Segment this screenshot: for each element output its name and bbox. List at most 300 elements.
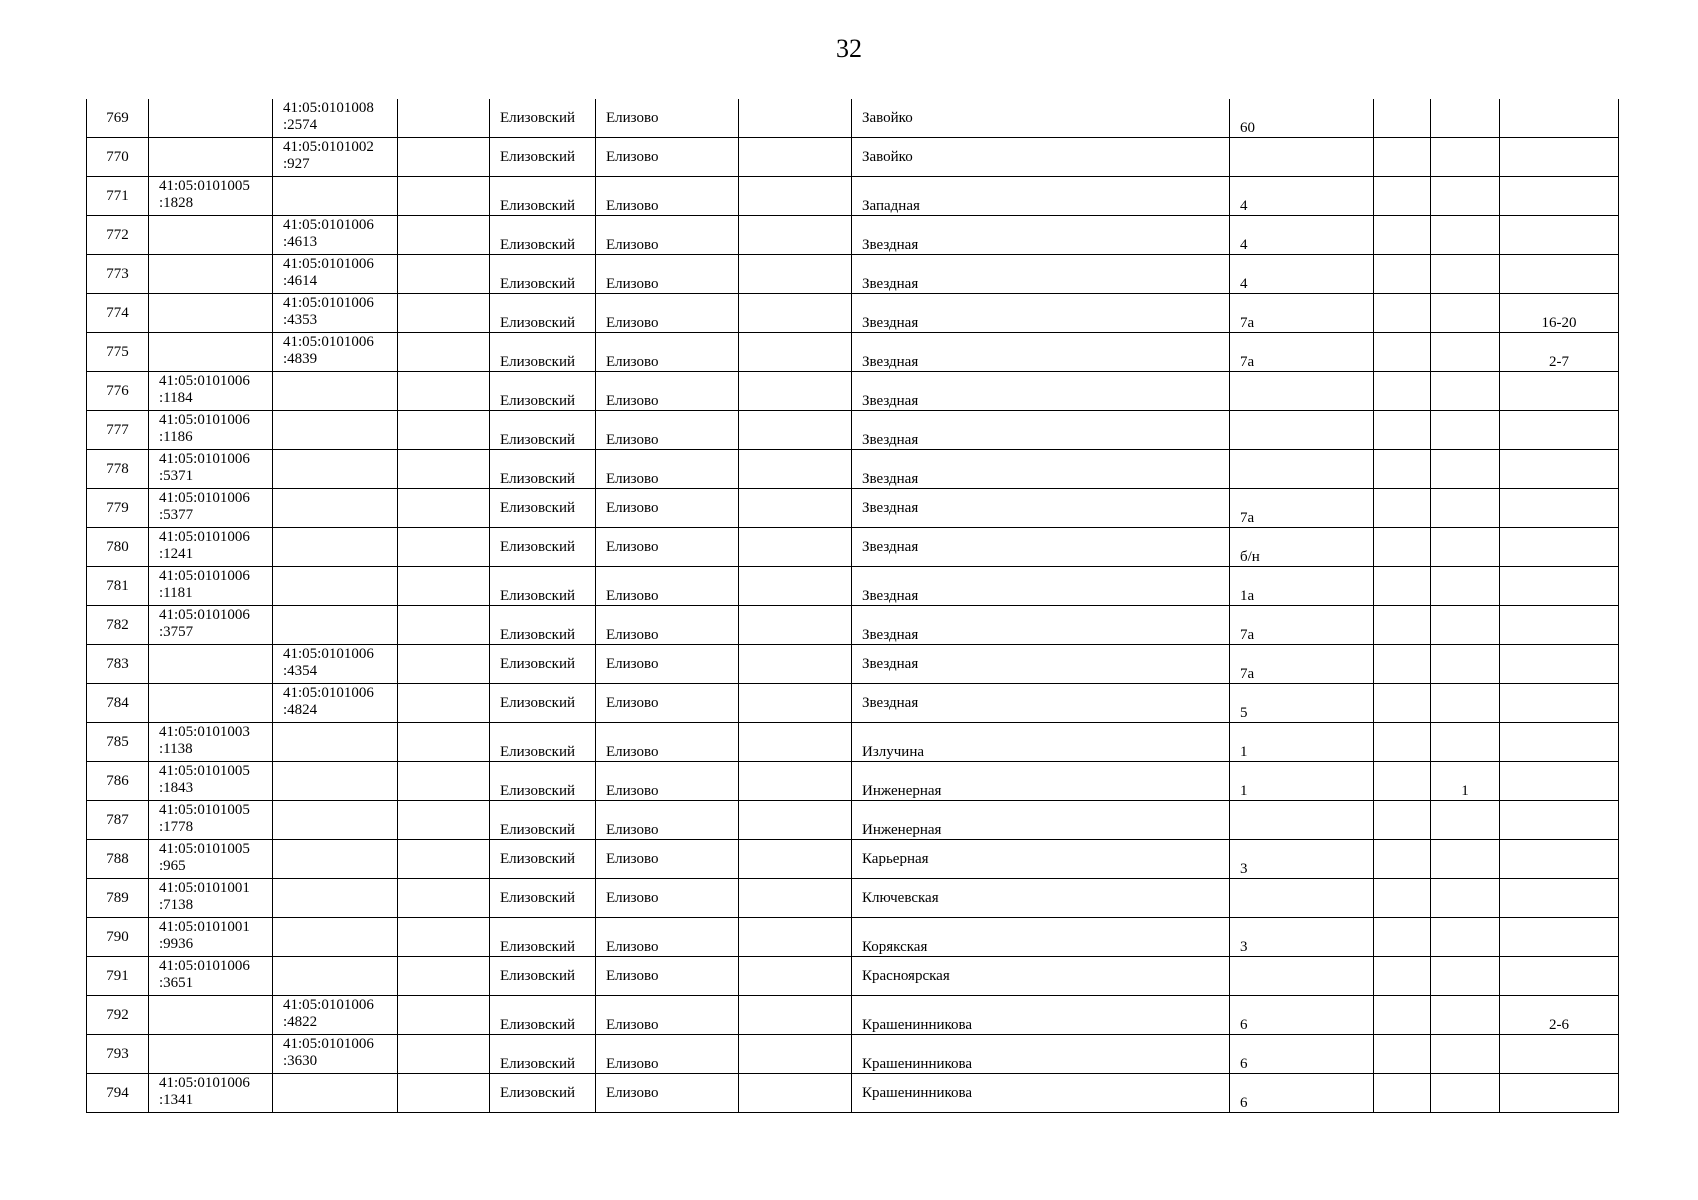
cadastral-land-cell bbox=[149, 1035, 273, 1074]
district-cell: Елизовский bbox=[490, 450, 596, 489]
cadastral-land-cell bbox=[149, 801, 273, 840]
row-number-cell: 776 bbox=[87, 372, 149, 411]
house-cell bbox=[1230, 450, 1374, 489]
empty-cell bbox=[739, 645, 852, 684]
row-number-cell: 769 bbox=[87, 99, 149, 138]
apartment-cell bbox=[1500, 450, 1619, 489]
structure-cell bbox=[1431, 255, 1500, 294]
cadastral-building-cell bbox=[273, 333, 398, 372]
city-cell: Елизово bbox=[596, 645, 739, 684]
structure-cell bbox=[1431, 294, 1500, 333]
empty-cell bbox=[398, 450, 490, 489]
cadastral-number-part: :7138 bbox=[159, 897, 194, 913]
empty-cell bbox=[739, 528, 852, 567]
structure-cell bbox=[1431, 684, 1500, 723]
district-cell: Елизовский bbox=[490, 138, 596, 177]
cadastral-number-part: 41:05:0101006 bbox=[283, 295, 374, 311]
cadastral-number-part: :4614 bbox=[283, 273, 318, 289]
street-cell: Крашенинникова bbox=[852, 1074, 1230, 1113]
district-cell: Елизовский bbox=[490, 957, 596, 996]
cadastral-land-cell bbox=[149, 177, 273, 216]
district-cell: Елизовский bbox=[490, 840, 596, 879]
building-cell bbox=[1374, 1035, 1431, 1074]
table-row bbox=[87, 801, 1619, 840]
cadastral-number-part: 41:05:0101006 bbox=[159, 451, 250, 467]
building-cell bbox=[1374, 918, 1431, 957]
row-number-cell: 792 bbox=[87, 996, 149, 1035]
street-cell: Западная bbox=[852, 177, 1230, 216]
cadastral-number-part: 41:05:0101006 bbox=[283, 334, 374, 350]
district-cell: Елизовский bbox=[490, 645, 596, 684]
city-cell: Елизово bbox=[596, 255, 739, 294]
city-cell: Елизово bbox=[596, 957, 739, 996]
apartment-cell bbox=[1500, 255, 1619, 294]
address-registry-table bbox=[86, 99, 1619, 1113]
cadastral-land-cell bbox=[149, 996, 273, 1035]
building-cell bbox=[1374, 606, 1431, 645]
district-cell: Елизовский bbox=[490, 801, 596, 840]
street-cell: Инженерная bbox=[852, 801, 1230, 840]
cadastral-number-part: :3630 bbox=[283, 1053, 318, 1069]
table-row bbox=[87, 840, 1619, 879]
street-cell: Звездная bbox=[852, 567, 1230, 606]
cadastral-building-cell bbox=[273, 723, 398, 762]
apartment-cell bbox=[1500, 957, 1619, 996]
registry-body bbox=[87, 99, 1619, 1113]
empty-cell bbox=[398, 372, 490, 411]
cadastral-land-cell bbox=[149, 1074, 273, 1113]
empty-cell bbox=[398, 138, 490, 177]
city-cell: Елизово bbox=[596, 216, 739, 255]
apartment-cell bbox=[1500, 879, 1619, 918]
empty-cell bbox=[739, 762, 852, 801]
table-row bbox=[87, 99, 1619, 138]
table-row bbox=[87, 996, 1619, 1035]
cadastral-number-part: :4822 bbox=[283, 1014, 318, 1030]
cadastral-number-part: 41:05:0101006 bbox=[159, 490, 250, 506]
cadastral-building-cell bbox=[273, 918, 398, 957]
row-number-cell: 777 bbox=[87, 411, 149, 450]
empty-cell bbox=[739, 333, 852, 372]
district-cell: Елизовский bbox=[490, 255, 596, 294]
cadastral-building-cell bbox=[273, 840, 398, 879]
house-cell: 60 bbox=[1230, 99, 1374, 138]
city-cell: Елизово bbox=[596, 99, 739, 138]
structure-cell bbox=[1431, 99, 1500, 138]
empty-cell bbox=[739, 294, 852, 333]
row-number-cell: 775 bbox=[87, 333, 149, 372]
cadastral-land-cell bbox=[149, 294, 273, 333]
cadastral-number-part: :3757 bbox=[159, 624, 194, 640]
cadastral-building-cell bbox=[273, 606, 398, 645]
apartment-cell bbox=[1500, 528, 1619, 567]
city-cell: Елизово bbox=[596, 1074, 739, 1113]
table-row bbox=[87, 723, 1619, 762]
cadastral-number-part: 41:05:0101006 bbox=[283, 217, 374, 233]
district-cell: Елизовский bbox=[490, 99, 596, 138]
apartment-cell: 2-6 bbox=[1500, 996, 1619, 1035]
empty-cell bbox=[398, 333, 490, 372]
empty-cell bbox=[739, 606, 852, 645]
table-row bbox=[87, 957, 1619, 996]
street-cell: Звездная bbox=[852, 411, 1230, 450]
city-cell: Елизово bbox=[596, 333, 739, 372]
structure-cell bbox=[1431, 138, 1500, 177]
city-cell: Елизово bbox=[596, 606, 739, 645]
city-cell: Елизово bbox=[596, 411, 739, 450]
district-cell: Елизовский bbox=[490, 372, 596, 411]
city-cell: Елизово bbox=[596, 762, 739, 801]
cadastral-number-part: 41:05:0101003 bbox=[159, 724, 250, 740]
empty-cell bbox=[398, 255, 490, 294]
building-cell bbox=[1374, 957, 1431, 996]
city-cell: Елизово bbox=[596, 450, 739, 489]
empty-cell bbox=[739, 216, 852, 255]
cadastral-building-cell bbox=[273, 996, 398, 1035]
cadastral-land-cell bbox=[149, 216, 273, 255]
city-cell: Елизово bbox=[596, 567, 739, 606]
cadastral-number-part: :4824 bbox=[283, 702, 318, 718]
street-cell: Звездная bbox=[852, 684, 1230, 723]
structure-cell bbox=[1431, 177, 1500, 216]
empty-cell bbox=[398, 996, 490, 1035]
district-cell: Елизовский bbox=[490, 918, 596, 957]
empty-cell bbox=[739, 1035, 852, 1074]
city-cell: Елизово bbox=[596, 294, 739, 333]
structure-cell bbox=[1431, 879, 1500, 918]
city-cell: Елизово bbox=[596, 801, 739, 840]
street-cell: Крашенинникова bbox=[852, 1035, 1230, 1074]
apartment-cell bbox=[1500, 177, 1619, 216]
house-cell: 6 bbox=[1230, 1074, 1374, 1113]
building-cell bbox=[1374, 216, 1431, 255]
row-number-cell: 779 bbox=[87, 489, 149, 528]
street-cell: Звездная bbox=[852, 645, 1230, 684]
apartment-cell bbox=[1500, 645, 1619, 684]
cadastral-land-cell bbox=[149, 372, 273, 411]
building-cell bbox=[1374, 996, 1431, 1035]
district-cell: Елизовский bbox=[490, 879, 596, 918]
district-cell: Елизовский bbox=[490, 606, 596, 645]
empty-cell bbox=[739, 957, 852, 996]
empty-cell bbox=[398, 1074, 490, 1113]
cadastral-building-cell bbox=[273, 1035, 398, 1074]
city-cell: Елизово bbox=[596, 138, 739, 177]
empty-cell bbox=[398, 645, 490, 684]
structure-cell bbox=[1431, 1074, 1500, 1113]
structure-cell bbox=[1431, 918, 1500, 957]
house-cell bbox=[1230, 801, 1374, 840]
cadastral-building-cell bbox=[273, 255, 398, 294]
table-row bbox=[87, 489, 1619, 528]
street-cell: Звездная bbox=[852, 528, 1230, 567]
building-cell bbox=[1374, 333, 1431, 372]
house-cell: 7а bbox=[1230, 333, 1374, 372]
empty-cell bbox=[398, 918, 490, 957]
house-cell: 7а bbox=[1230, 489, 1374, 528]
empty-cell bbox=[739, 918, 852, 957]
cadastral-land-cell bbox=[149, 450, 273, 489]
cadastral-building-cell bbox=[273, 1074, 398, 1113]
cadastral-building-cell bbox=[273, 372, 398, 411]
street-cell: Звездная bbox=[852, 489, 1230, 528]
house-cell: б/н bbox=[1230, 528, 1374, 567]
structure-cell bbox=[1431, 567, 1500, 606]
cadastral-building-cell bbox=[273, 216, 398, 255]
district-cell: Елизовский bbox=[490, 333, 596, 372]
empty-cell bbox=[398, 801, 490, 840]
city-cell: Елизово bbox=[596, 996, 739, 1035]
building-cell bbox=[1374, 411, 1431, 450]
apartment-cell bbox=[1500, 489, 1619, 528]
street-cell: Инженерная bbox=[852, 762, 1230, 801]
empty-cell bbox=[398, 99, 490, 138]
cadastral-number-part: :1778 bbox=[159, 819, 194, 835]
apartment-cell bbox=[1500, 723, 1619, 762]
empty-cell bbox=[739, 99, 852, 138]
empty-cell bbox=[739, 1074, 852, 1113]
cadastral-building-cell bbox=[273, 801, 398, 840]
cadastral-land-cell bbox=[149, 840, 273, 879]
building-cell bbox=[1374, 1074, 1431, 1113]
empty-cell bbox=[739, 840, 852, 879]
cadastral-number-part: :927 bbox=[283, 156, 310, 172]
cadastral-land-cell bbox=[149, 567, 273, 606]
table-row bbox=[87, 762, 1619, 801]
street-cell: Карьерная bbox=[852, 840, 1230, 879]
building-cell bbox=[1374, 762, 1431, 801]
house-cell bbox=[1230, 411, 1374, 450]
house-cell: 1 bbox=[1230, 762, 1374, 801]
cadastral-land-cell bbox=[149, 255, 273, 294]
cadastral-building-cell bbox=[273, 957, 398, 996]
structure-cell bbox=[1431, 645, 1500, 684]
district-cell: Елизовский bbox=[490, 528, 596, 567]
district-cell: Елизовский bbox=[490, 1035, 596, 1074]
street-cell: Звездная bbox=[852, 606, 1230, 645]
row-number-cell: 787 bbox=[87, 801, 149, 840]
house-cell: 4 bbox=[1230, 216, 1374, 255]
cadastral-number-part: :1828 bbox=[159, 195, 194, 211]
cadastral-building-cell bbox=[273, 762, 398, 801]
cadastral-number-part: 41:05:0101006 bbox=[283, 646, 374, 662]
apartment-cell bbox=[1500, 801, 1619, 840]
table-row bbox=[87, 138, 1619, 177]
cadastral-land-cell bbox=[149, 333, 273, 372]
row-number-cell: 786 bbox=[87, 762, 149, 801]
house-cell: 7а bbox=[1230, 645, 1374, 684]
structure-cell bbox=[1431, 840, 1500, 879]
cadastral-number-part: 41:05:0101006 bbox=[283, 997, 374, 1013]
row-number-cell: 770 bbox=[87, 138, 149, 177]
city-cell: Елизово bbox=[596, 723, 739, 762]
structure-cell bbox=[1431, 333, 1500, 372]
building-cell bbox=[1374, 138, 1431, 177]
cadastral-number-part: 41:05:0101006 bbox=[159, 373, 250, 389]
cadastral-number-part: :1341 bbox=[159, 1092, 194, 1108]
cadastral-building-cell bbox=[273, 294, 398, 333]
cadastral-number-part: 41:05:0101005 bbox=[159, 841, 250, 857]
empty-cell bbox=[739, 177, 852, 216]
cadastral-number-part: :5377 bbox=[159, 507, 194, 523]
cadastral-number-part: 41:05:0101006 bbox=[159, 568, 250, 584]
empty-cell bbox=[398, 957, 490, 996]
empty-cell bbox=[398, 216, 490, 255]
city-cell: Елизово bbox=[596, 918, 739, 957]
row-number-cell: 778 bbox=[87, 450, 149, 489]
house-cell: 4 bbox=[1230, 255, 1374, 294]
cadastral-building-cell bbox=[273, 450, 398, 489]
cadastral-number-part: 41:05:0101006 bbox=[283, 256, 374, 272]
cadastral-number-part: :3651 bbox=[159, 975, 194, 991]
street-cell: Звездная bbox=[852, 450, 1230, 489]
district-cell: Елизовский bbox=[490, 411, 596, 450]
street-cell: Корякская bbox=[852, 918, 1230, 957]
cadastral-number-part: :965 bbox=[159, 858, 186, 874]
cadastral-land-cell bbox=[149, 138, 273, 177]
empty-cell bbox=[398, 489, 490, 528]
district-cell: Елизовский bbox=[490, 177, 596, 216]
street-cell: Излучина bbox=[852, 723, 1230, 762]
empty-cell bbox=[739, 372, 852, 411]
building-cell bbox=[1374, 840, 1431, 879]
cadastral-number-part: 41:05:0101006 bbox=[159, 1075, 250, 1091]
cadastral-number-part: :1138 bbox=[159, 741, 193, 757]
row-number-cell: 783 bbox=[87, 645, 149, 684]
empty-cell bbox=[398, 411, 490, 450]
structure-cell bbox=[1431, 723, 1500, 762]
building-cell bbox=[1374, 294, 1431, 333]
apartment-cell bbox=[1500, 216, 1619, 255]
building-cell bbox=[1374, 450, 1431, 489]
apartment-cell bbox=[1500, 762, 1619, 801]
cadastral-number-part: :1181 bbox=[159, 585, 193, 601]
table-row bbox=[87, 645, 1619, 684]
street-cell: Звездная bbox=[852, 216, 1230, 255]
empty-cell bbox=[398, 1035, 490, 1074]
cadastral-number-part: 41:05:0101001 bbox=[159, 919, 250, 935]
cadastral-land-cell bbox=[149, 684, 273, 723]
cadastral-land-cell bbox=[149, 606, 273, 645]
cadastral-number-part: 41:05:0101006 bbox=[159, 529, 250, 545]
table-row bbox=[87, 216, 1619, 255]
city-cell: Елизово bbox=[596, 372, 739, 411]
row-number-cell: 782 bbox=[87, 606, 149, 645]
street-cell: Завойко bbox=[852, 99, 1230, 138]
district-cell: Елизовский bbox=[490, 216, 596, 255]
cadastral-building-cell bbox=[273, 684, 398, 723]
house-cell bbox=[1230, 138, 1374, 177]
house-cell bbox=[1230, 372, 1374, 411]
cadastral-building-cell bbox=[273, 528, 398, 567]
city-cell: Елизово bbox=[596, 684, 739, 723]
building-cell bbox=[1374, 723, 1431, 762]
row-number-cell: 772 bbox=[87, 216, 149, 255]
cadastral-number-part: :4613 bbox=[283, 234, 318, 250]
structure-cell bbox=[1431, 216, 1500, 255]
empty-cell bbox=[398, 723, 490, 762]
cadastral-building-cell bbox=[273, 645, 398, 684]
apartment-cell bbox=[1500, 567, 1619, 606]
empty-cell bbox=[398, 879, 490, 918]
structure-cell bbox=[1431, 957, 1500, 996]
empty-cell bbox=[398, 177, 490, 216]
table-row bbox=[87, 294, 1619, 333]
district-cell: Елизовский bbox=[490, 684, 596, 723]
district-cell: Елизовский bbox=[490, 996, 596, 1035]
cadastral-number-part: :1184 bbox=[159, 390, 193, 406]
cadastral-number-part: :2574 bbox=[283, 117, 318, 133]
cadastral-number-part: :1843 bbox=[159, 780, 194, 796]
cadastral-number-part: 41:05:0101001 bbox=[159, 880, 250, 896]
cadastral-number-part: 41:05:0101008 bbox=[283, 100, 374, 116]
cadastral-number-part: 41:05:0101006 bbox=[159, 607, 250, 623]
street-cell: Завойко bbox=[852, 138, 1230, 177]
building-cell bbox=[1374, 489, 1431, 528]
structure-cell bbox=[1431, 372, 1500, 411]
city-cell: Елизово bbox=[596, 1035, 739, 1074]
structure-cell bbox=[1431, 528, 1500, 567]
row-number-cell: 781 bbox=[87, 567, 149, 606]
page-number: 32 bbox=[836, 34, 862, 63]
row-number-cell: 771 bbox=[87, 177, 149, 216]
building-cell bbox=[1374, 99, 1431, 138]
table-row bbox=[87, 255, 1619, 294]
district-cell: Елизовский bbox=[490, 294, 596, 333]
house-cell: 3 bbox=[1230, 840, 1374, 879]
building-cell bbox=[1374, 567, 1431, 606]
table-row bbox=[87, 918, 1619, 957]
empty-cell bbox=[398, 606, 490, 645]
cadastral-building-cell bbox=[273, 489, 398, 528]
row-number-cell: 774 bbox=[87, 294, 149, 333]
apartment-cell bbox=[1500, 411, 1619, 450]
empty-cell bbox=[739, 138, 852, 177]
structure-cell bbox=[1431, 606, 1500, 645]
building-cell bbox=[1374, 879, 1431, 918]
cadastral-land-cell bbox=[149, 918, 273, 957]
structure-cell bbox=[1431, 801, 1500, 840]
street-cell: Ключевская bbox=[852, 879, 1230, 918]
structure-cell: 1 bbox=[1431, 762, 1500, 801]
street-cell: Крашенинникова bbox=[852, 996, 1230, 1035]
cadastral-building-cell bbox=[273, 411, 398, 450]
empty-cell bbox=[398, 528, 490, 567]
house-cell: 5 bbox=[1230, 684, 1374, 723]
city-cell: Елизово bbox=[596, 879, 739, 918]
cadastral-building-cell bbox=[273, 138, 398, 177]
city-cell: Елизово bbox=[596, 840, 739, 879]
city-cell: Елизово bbox=[596, 177, 739, 216]
cadastral-number-part: :1186 bbox=[159, 429, 193, 445]
empty-cell bbox=[739, 996, 852, 1035]
cadastral-land-cell bbox=[149, 99, 273, 138]
row-number-cell: 780 bbox=[87, 528, 149, 567]
structure-cell bbox=[1431, 450, 1500, 489]
row-number-cell: 790 bbox=[87, 918, 149, 957]
city-cell: Елизово bbox=[596, 489, 739, 528]
building-cell bbox=[1374, 177, 1431, 216]
district-cell: Елизовский bbox=[490, 567, 596, 606]
building-cell bbox=[1374, 372, 1431, 411]
empty-cell bbox=[739, 801, 852, 840]
building-cell bbox=[1374, 645, 1431, 684]
table-row bbox=[87, 333, 1619, 372]
cadastral-number-part: :5371 bbox=[159, 468, 194, 484]
house-cell: 4 bbox=[1230, 177, 1374, 216]
apartment-cell bbox=[1500, 372, 1619, 411]
cadastral-building-cell bbox=[273, 99, 398, 138]
